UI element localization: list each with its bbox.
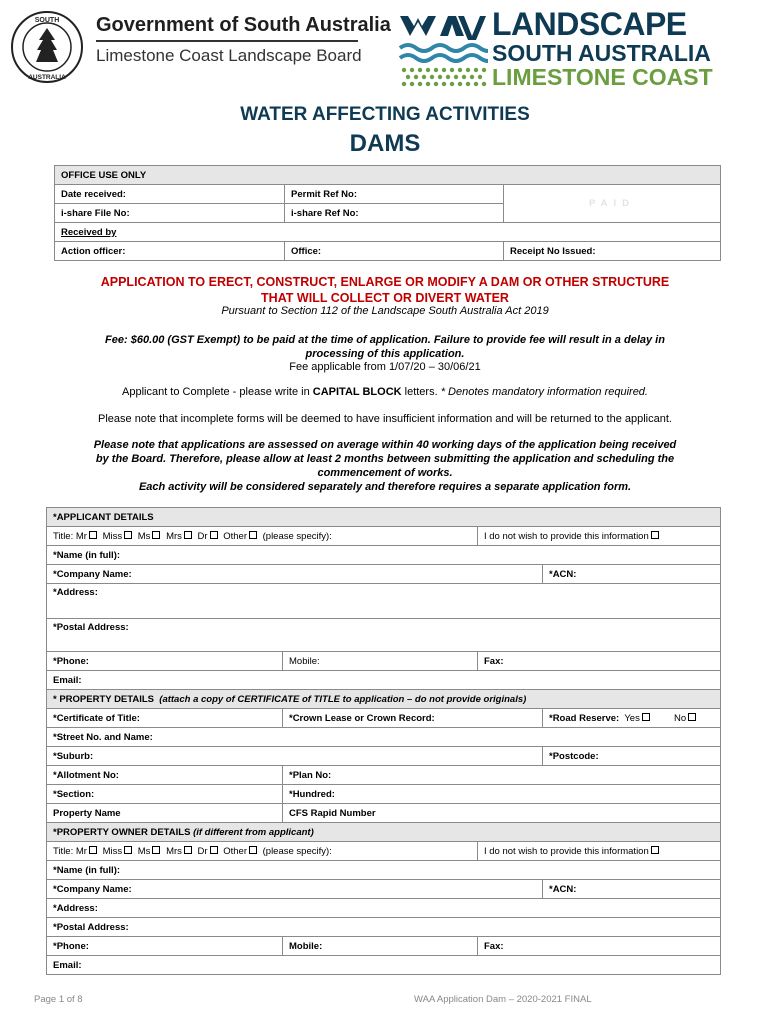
- suburb-field[interactable]: *Suburb:: [47, 747, 543, 766]
- owner-mobile-field[interactable]: Mobile:: [283, 937, 478, 956]
- applicant-title-label: Title:: [53, 530, 74, 542]
- fee-line2: processing of this application.: [305, 348, 465, 360]
- assessment-line2: by the Board. Therefore, please allow at least 2 months between submitting the application and scheduling the: [95, 453, 675, 465]
- south-australia-seal-icon: [10, 10, 84, 84]
- fee-text: [40, 333, 730, 361]
- road-reserve-no-checkbox[interactable]: [688, 713, 696, 721]
- incomplete-note: Please note that incomplete forms will be deemed to have insufficient information and will be returned to the applicant.: [98, 413, 672, 425]
- road-reserve-label: *Road Reserve:: [549, 712, 620, 724]
- applicant-miss-label: Miss: [102, 530, 123, 542]
- assessment-note: [40, 438, 730, 494]
- receipt-no-field[interactable]: Receipt No Issued:: [504, 242, 721, 261]
- applicant-phone-field[interactable]: *Phone:: [47, 652, 283, 671]
- cfs-rapid-number-field[interactable]: CFS Rapid Number: [283, 804, 721, 823]
- owner-other-checkbox[interactable]: [249, 846, 257, 854]
- applicant-other-checkbox[interactable]: [249, 531, 257, 539]
- owner-phone-field[interactable]: *Phone:: [47, 937, 283, 956]
- owner-mrs-label: Mrs: [166, 845, 182, 857]
- applicant-other-label: Other: [223, 530, 247, 542]
- hundred-field[interactable]: *Hundred:: [283, 785, 721, 804]
- road-reserve-cell: [543, 709, 721, 728]
- owner-please-specify: (please specify):: [262, 845, 332, 857]
- owner-miss-checkbox[interactable]: [124, 846, 132, 854]
- owner-email-field[interactable]: Email:: [47, 956, 721, 975]
- assessment-line4: Each activity will be considered separately and therefore requires a separate application form.: [138, 481, 632, 493]
- form-heading: WATER AFFECTING ACTIVITIES: [240, 104, 530, 125]
- property-section-note: (attach a copy of CERTIFICATE of TITLE to application – do not provide originals): [159, 693, 527, 705]
- assessment-line1: Please note that applications are assessed on average within 40 working days of the application being received: [93, 439, 677, 451]
- owner-mr-label: Mr: [75, 845, 87, 857]
- owner-no-wish-label: I do not wish to provide this information: [484, 845, 649, 857]
- logo-south-australia: SOUTH AUSTRALIA: [492, 40, 711, 66]
- document-reference: WAA Application Dam – 2020-2021 FINAL: [414, 994, 592, 1005]
- applicant-acn-field[interactable]: *ACN:: [543, 565, 721, 584]
- office-use-table: [54, 165, 721, 261]
- owner-no-wish-cell: [478, 842, 721, 861]
- application-title-line2: THAT WILL COLLECT OR DIVERT WATER: [261, 291, 509, 305]
- owner-no-wish-checkbox[interactable]: [651, 846, 659, 854]
- owner-name-field[interactable]: *Name (in full):: [47, 861, 721, 880]
- postcode-field[interactable]: *Postcode:: [543, 747, 721, 766]
- applicant-mr-checkbox[interactable]: [89, 531, 97, 539]
- office-use-title: OFFICE USE ONLY: [55, 166, 721, 185]
- fee-applicable: Fee applicable from 1/07/20 – 30/06/21: [289, 361, 481, 373]
- applicant-mrs-checkbox[interactable]: [184, 531, 192, 539]
- application-form-table: [46, 507, 721, 975]
- form-subheading: DAMS: [349, 130, 421, 157]
- applicant-dr-label: Dr: [197, 530, 208, 542]
- allotment-field[interactable]: *Allotment No:: [47, 766, 283, 785]
- fee-line1: Fee: $60.00 (GST Exempt) to be paid at the time of application. Failure to provide fee will result in a delay in: [105, 334, 665, 346]
- complete-instructions: [0, 386, 770, 398]
- applicant-address-field[interactable]: *Address:: [47, 584, 721, 619]
- date-received-field[interactable]: Date received:: [55, 185, 285, 204]
- applicant-no-wish-checkbox[interactable]: [651, 531, 659, 539]
- applicant-company-field[interactable]: *Company Name:: [47, 565, 543, 584]
- application-title: [0, 274, 770, 306]
- office-field[interactable]: Office:: [285, 242, 504, 261]
- header-rule: [96, 40, 358, 42]
- paid-stamp: PAID: [504, 185, 721, 223]
- owner-company-field[interactable]: *Company Name:: [47, 880, 543, 899]
- owner-title-row: [47, 842, 478, 861]
- applicant-please-specify: (please specify):: [262, 530, 332, 542]
- owner-miss-label: Miss: [102, 845, 123, 857]
- ishare-ref-field[interactable]: i-share Ref No:: [285, 204, 504, 223]
- property-section-title: [47, 690, 721, 709]
- owner-mr-checkbox[interactable]: [89, 846, 97, 854]
- owner-other-label: Other: [223, 845, 247, 857]
- owner-postal-field[interactable]: *Postal Address:: [47, 918, 721, 937]
- complete-bold: CAPITAL BLOCK: [312, 386, 402, 398]
- applicant-miss-checkbox[interactable]: [124, 531, 132, 539]
- section-field[interactable]: *Section:: [47, 785, 283, 804]
- landscape-sa-logo-icon: [398, 10, 488, 90]
- road-reserve-no-label: No: [673, 712, 687, 724]
- owner-fax-field[interactable]: Fax:: [478, 937, 721, 956]
- property-name-field[interactable]: Property Name: [47, 804, 283, 823]
- certificate-title-field[interactable]: *Certificate of Title:: [47, 709, 283, 728]
- mandatory-note: * Denotes mandatory information required.: [440, 386, 648, 398]
- complete-post: letters.: [401, 386, 441, 398]
- owner-ms-label: Ms: [137, 845, 151, 857]
- complete-pre: Applicant to Complete - please write in: [122, 386, 313, 398]
- owner-mrs-checkbox[interactable]: [184, 846, 192, 854]
- owner-address-field[interactable]: *Address:: [47, 899, 721, 918]
- logo-landscape: LANDSCAPE: [492, 6, 687, 42]
- application-title-line1: APPLICATION TO ERECT, CONSTRUCT, ENLARGE OR MODIFY A DAM OR OTHER STRUCTURE: [100, 275, 670, 289]
- applicant-no-wish-label: I do not wish to provide this information: [484, 530, 649, 542]
- applicant-mr-label: Mr: [75, 530, 87, 542]
- applicant-ms-checkbox[interactable]: [152, 531, 160, 539]
- logo-limestone-coast: LIMESTONE COAST: [492, 64, 713, 90]
- road-reserve-yes-checkbox[interactable]: [642, 713, 650, 721]
- applicant-fax-field[interactable]: Fax:: [478, 652, 721, 671]
- action-officer-field[interactable]: Action officer:: [55, 242, 285, 261]
- applicant-ms-label: Ms: [137, 530, 151, 542]
- applicant-mrs-label: Mrs: [166, 530, 182, 542]
- owner-dr-checkbox[interactable]: [210, 846, 218, 854]
- applicant-mobile-field[interactable]: Mobile:: [283, 652, 478, 671]
- owner-section-label: *PROPERTY OWNER DETAILS: [53, 826, 191, 838]
- government-title: Government of South Australia: [96, 14, 391, 36]
- applicant-email-field[interactable]: Email:: [47, 671, 721, 690]
- applicant-dr-checkbox[interactable]: [210, 531, 218, 539]
- applicant-postal-field[interactable]: *Postal Address:: [47, 619, 721, 652]
- pursuant-text: Pursuant to Section 112 of the Landscape South Australia Act 2019: [221, 305, 549, 317]
- crown-lease-field[interactable]: *Crown Lease or Crown Record:: [283, 709, 543, 728]
- road-reserve-yes-label: Yes: [624, 712, 640, 724]
- applicant-no-wish-cell: [478, 527, 721, 546]
- permit-ref-field[interactable]: Permit Ref No:: [285, 185, 504, 204]
- plan-field[interactable]: *Plan No:: [283, 766, 721, 785]
- applicant-title-row: [47, 527, 478, 546]
- owner-ms-checkbox[interactable]: [152, 846, 160, 854]
- received-by-label: Received by: [55, 223, 721, 242]
- owner-section-note: (if different from applicant): [193, 826, 314, 838]
- property-section-label: * PROPERTY DETAILS: [53, 693, 154, 705]
- assessment-line3: commencement of works.: [317, 467, 453, 479]
- svg-text:AUSTRALIA: AUSTRALIA: [28, 74, 66, 81]
- street-field[interactable]: *Street No. and Name:: [47, 728, 721, 747]
- board-name: Limestone Coast Landscape Board: [96, 46, 362, 65]
- applicant-section-title: *APPLICANT DETAILS: [47, 508, 721, 527]
- owner-section-title: [47, 823, 721, 842]
- owner-title-label: Title:: [53, 845, 74, 857]
- svg-text:SOUTH: SOUTH: [34, 17, 60, 24]
- owner-acn-field[interactable]: *ACN:: [543, 880, 721, 899]
- ishare-file-field[interactable]: i-share File No:: [55, 204, 285, 223]
- owner-dr-label: Dr: [197, 845, 208, 857]
- applicant-name-field[interactable]: *Name (in full):: [47, 546, 721, 565]
- page-number: Page 1 of 8: [34, 994, 83, 1005]
